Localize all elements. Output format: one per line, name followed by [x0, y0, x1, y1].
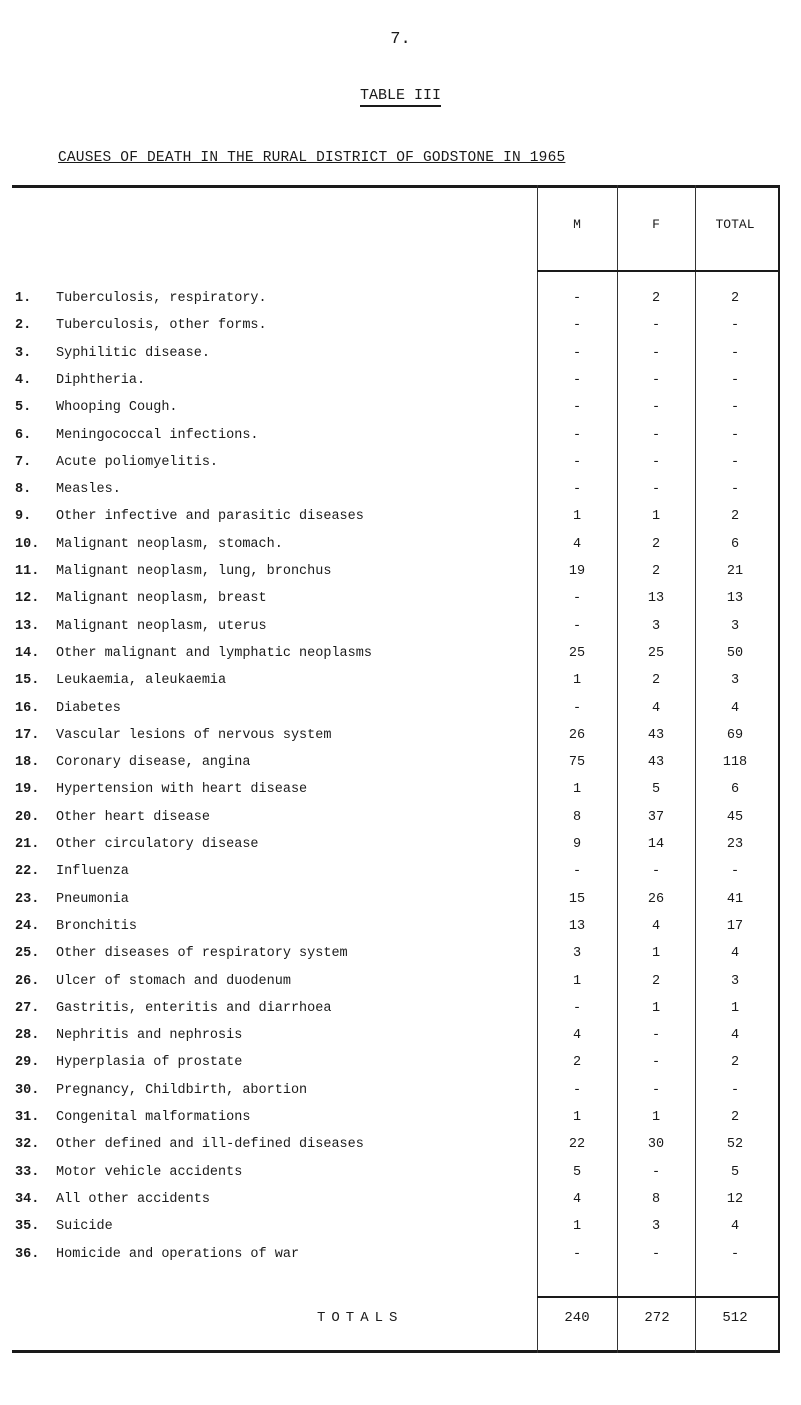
female-cell: - — [651, 455, 661, 470]
column-header-f: F — [652, 217, 660, 232]
male-cell: 2 — [572, 1055, 582, 1070]
table-row — [0, 1192, 801, 1218]
male-cell: 1 — [572, 673, 582, 688]
male-cell: - — [572, 864, 582, 879]
table-row — [0, 974, 801, 1000]
total-cell: 12 — [726, 1192, 744, 1207]
male-cell: - — [572, 428, 582, 443]
total-cell: - — [730, 428, 740, 443]
cause-cell: Vascular lesions of nervous system — [56, 728, 332, 743]
total-cell: 52 — [726, 1137, 744, 1152]
male-cell: 1 — [572, 1110, 582, 1125]
row-number: 7. — [15, 455, 32, 470]
female-cell: 3 — [651, 1219, 661, 1234]
table-row — [0, 919, 801, 945]
male-cell: 75 — [568, 755, 586, 770]
totals-f: 272 — [644, 1310, 670, 1326]
cause-cell: Diabetes — [56, 701, 121, 716]
cause-cell: Hypertension with heart disease — [56, 782, 308, 797]
row-number: 9. — [15, 509, 32, 524]
page-number: 7. — [390, 30, 411, 49]
total-cell: 4 — [730, 1028, 740, 1043]
female-cell: 2 — [651, 291, 661, 306]
cause-cell: Acute poliomyelitis. — [56, 455, 219, 470]
table-row — [0, 1165, 801, 1191]
female-cell: 4 — [651, 701, 661, 716]
row-number: 28. — [15, 1028, 40, 1043]
column-header-total: TOTAL — [715, 217, 755, 232]
table-row — [0, 1137, 801, 1163]
row-number: 4. — [15, 373, 32, 388]
total-cell: 2 — [730, 1110, 740, 1125]
table-row — [0, 400, 801, 426]
row-number: 2. — [15, 318, 32, 333]
row-number: 3. — [15, 346, 32, 361]
male-cell: - — [572, 701, 582, 716]
cause-cell: Other circulatory disease — [56, 837, 259, 852]
male-cell: - — [572, 373, 582, 388]
total-cell: 6 — [730, 537, 740, 552]
total-cell: - — [730, 373, 740, 388]
male-cell: - — [572, 1083, 582, 1098]
row-number: 30. — [15, 1083, 40, 1098]
cause-cell: Whooping Cough. — [56, 400, 178, 415]
totals-total: 512 — [722, 1310, 748, 1326]
row-number: 15. — [15, 673, 40, 688]
cause-cell: Other defined and ill-defined diseases — [56, 1137, 364, 1152]
row-number: 19. — [15, 782, 40, 797]
table-row — [0, 373, 801, 399]
male-cell: 4 — [572, 537, 582, 552]
cause-cell: Tuberculosis, other forms. — [56, 318, 267, 333]
cause-cell: Pregnancy, Childbirth, abortion — [56, 1083, 308, 1098]
table-row — [0, 728, 801, 754]
female-cell: - — [651, 318, 661, 333]
row-number: 34. — [15, 1192, 40, 1207]
total-cell: - — [730, 346, 740, 361]
totals-label: TOTALS — [317, 1310, 404, 1326]
female-cell: 1 — [651, 509, 661, 524]
male-cell: 19 — [568, 564, 586, 579]
female-cell: - — [651, 1055, 661, 1070]
female-cell: 1 — [651, 946, 661, 961]
female-cell: - — [651, 400, 661, 415]
row-number: 20. — [15, 810, 40, 825]
male-cell: 4 — [572, 1028, 582, 1043]
total-cell: - — [730, 1247, 740, 1262]
table-row — [0, 892, 801, 918]
total-cell: 45 — [726, 810, 744, 825]
male-cell: - — [572, 1001, 582, 1016]
cause-cell: Syphilitic disease. — [56, 346, 210, 361]
row-number: 6. — [15, 428, 32, 443]
female-cell: 30 — [647, 1137, 665, 1152]
row-number: 1. — [15, 291, 32, 306]
total-cell: 1 — [730, 1001, 740, 1016]
female-cell: 13 — [647, 591, 665, 606]
male-cell: 3 — [572, 946, 582, 961]
table-row — [0, 946, 801, 972]
cause-cell: Malignant neoplasm, uterus — [56, 619, 267, 634]
cause-cell: Malignant neoplasm, breast — [56, 591, 267, 606]
female-cell: - — [651, 428, 661, 443]
total-cell: - — [730, 400, 740, 415]
row-number: 18. — [15, 755, 40, 770]
male-cell: 1 — [572, 974, 582, 989]
cause-cell: Leukaemia, aleukaemia — [56, 673, 227, 688]
total-cell: - — [730, 864, 740, 879]
cause-cell: Measles. — [56, 482, 121, 497]
totals-rule — [537, 1296, 780, 1298]
female-cell: 8 — [651, 1192, 661, 1207]
female-cell: - — [651, 346, 661, 361]
row-number: 27. — [15, 1001, 40, 1016]
male-cell: 4 — [572, 1192, 582, 1207]
table-row — [0, 701, 801, 727]
row-number: 23. — [15, 892, 40, 907]
table-title: CAUSES OF DEATH IN THE RURAL DISTRICT OF GODSTONE IN 1965 — [58, 150, 566, 166]
total-cell: - — [730, 1083, 740, 1098]
total-cell: - — [730, 455, 740, 470]
total-cell: 21 — [726, 564, 744, 579]
cause-cell: Congenital malformations — [56, 1110, 251, 1125]
total-cell: 4 — [730, 1219, 740, 1234]
male-cell: 9 — [572, 837, 582, 852]
table-row — [0, 1001, 801, 1027]
cause-cell: All other accidents — [56, 1192, 210, 1207]
table-label-text: TABLE III — [360, 87, 441, 107]
row-number: 16. — [15, 701, 40, 716]
row-number: 8. — [15, 482, 32, 497]
table-row — [0, 346, 801, 372]
row-number: 24. — [15, 919, 40, 934]
male-cell: - — [572, 291, 582, 306]
female-cell: 37 — [647, 810, 665, 825]
cause-cell: Diphtheria. — [56, 373, 146, 388]
header-rule — [537, 270, 780, 272]
table-row — [0, 864, 801, 890]
table-row — [0, 455, 801, 481]
female-cell: 43 — [647, 755, 665, 770]
table-row — [0, 1028, 801, 1054]
cause-cell: Other heart disease — [56, 810, 210, 825]
cause-cell: Other malignant and lymphatic neoplasms — [56, 646, 372, 661]
cause-cell: Motor vehicle accidents — [56, 1165, 243, 1180]
table-row — [0, 591, 801, 617]
row-number: 5. — [15, 400, 32, 415]
female-cell: 25 — [647, 646, 665, 661]
male-cell: 5 — [572, 1165, 582, 1180]
table-row — [0, 1110, 801, 1136]
cause-cell: Nephritis and nephrosis — [56, 1028, 243, 1043]
cause-cell: Suicide — [56, 1219, 113, 1234]
male-cell: 22 — [568, 1137, 586, 1152]
row-number: 26. — [15, 974, 40, 989]
total-cell: 3 — [730, 974, 740, 989]
table-row — [0, 564, 801, 590]
table-row — [0, 1055, 801, 1081]
total-cell: - — [730, 318, 740, 333]
total-cell: 13 — [726, 591, 744, 606]
table-row — [0, 1247, 801, 1273]
table-row — [0, 537, 801, 563]
total-cell: 4 — [730, 701, 740, 716]
cause-cell: Influenza — [56, 864, 129, 879]
row-number: 21. — [15, 837, 40, 852]
total-cell: 6 — [730, 782, 740, 797]
cause-cell: Pneumonia — [56, 892, 129, 907]
female-cell: 2 — [651, 673, 661, 688]
table-row — [0, 782, 801, 808]
total-cell: 4 — [730, 946, 740, 961]
total-cell: 41 — [726, 892, 744, 907]
female-cell: - — [651, 1165, 661, 1180]
cause-cell: Homicide and operations of war — [56, 1247, 300, 1262]
total-cell: 17 — [726, 919, 744, 934]
female-cell: 14 — [647, 837, 665, 852]
male-cell: 25 — [568, 646, 586, 661]
cause-cell: Ulcer of stomach and duodenum — [56, 974, 291, 989]
cause-cell: Gastritis, enteritis and diarrhoea — [56, 1001, 332, 1016]
cause-cell: Hyperplasia of prostate — [56, 1055, 243, 1070]
male-cell: - — [572, 619, 582, 634]
total-cell: 3 — [730, 619, 740, 634]
female-cell: - — [651, 373, 661, 388]
table-row — [0, 673, 801, 699]
female-cell: 4 — [651, 919, 661, 934]
total-cell: 2 — [730, 291, 740, 306]
table-label — [0, 87, 801, 104]
cause-cell: Malignant neoplasm, lung, bronchus — [56, 564, 332, 579]
cause-cell: Other infective and parasitic diseases — [56, 509, 364, 524]
female-cell: 5 — [651, 782, 661, 797]
male-cell: - — [572, 346, 582, 361]
row-number: 36. — [15, 1247, 40, 1262]
total-cell: 2 — [730, 1055, 740, 1070]
table-row — [0, 291, 801, 317]
male-cell: - — [572, 1247, 582, 1262]
row-number: 32. — [15, 1137, 40, 1152]
row-number: 25. — [15, 946, 40, 961]
male-cell: - — [572, 400, 582, 415]
row-number: 22. — [15, 864, 40, 879]
male-cell: - — [572, 455, 582, 470]
total-cell: - — [730, 482, 740, 497]
female-cell: - — [651, 1247, 661, 1262]
cause-cell: Meningococcal infections. — [56, 428, 259, 443]
male-cell: 26 — [568, 728, 586, 743]
female-cell: - — [651, 1083, 661, 1098]
total-cell: 2 — [730, 509, 740, 524]
row-number: 11. — [15, 564, 40, 579]
female-cell: 1 — [651, 1001, 661, 1016]
female-cell: 2 — [651, 564, 661, 579]
female-cell: 43 — [647, 728, 665, 743]
female-cell: 2 — [651, 537, 661, 552]
cause-cell: Coronary disease, angina — [56, 755, 251, 770]
cause-cell: Tuberculosis, respiratory. — [56, 291, 267, 306]
male-cell: 8 — [572, 810, 582, 825]
table-row — [0, 509, 801, 535]
total-cell: 23 — [726, 837, 744, 852]
row-number: 33. — [15, 1165, 40, 1180]
table-row — [0, 428, 801, 454]
cause-cell: Bronchitis — [56, 919, 138, 934]
row-number: 17. — [15, 728, 40, 743]
table-row — [0, 755, 801, 781]
male-cell: - — [572, 318, 582, 333]
row-number: 10. — [15, 537, 40, 552]
cause-cell: Other diseases of respiratory system — [56, 946, 348, 961]
row-number: 35. — [15, 1219, 40, 1234]
table-row — [0, 619, 801, 645]
male-cell: - — [572, 591, 582, 606]
male-cell: 1 — [572, 782, 582, 797]
row-number: 29. — [15, 1055, 40, 1070]
female-cell: - — [651, 482, 661, 497]
totals-m: 240 — [564, 1310, 590, 1326]
total-cell: 50 — [726, 646, 744, 661]
row-number: 14. — [15, 646, 40, 661]
row-number: 12. — [15, 591, 40, 606]
table-row — [0, 837, 801, 863]
female-cell: - — [651, 864, 661, 879]
male-cell: - — [572, 482, 582, 497]
female-cell: 3 — [651, 619, 661, 634]
table-row — [0, 482, 801, 508]
male-cell: 13 — [568, 919, 586, 934]
table-row — [0, 646, 801, 672]
row-number: 31. — [15, 1110, 40, 1125]
female-cell: 2 — [651, 974, 661, 989]
row-number: 13. — [15, 619, 40, 634]
total-cell: 3 — [730, 673, 740, 688]
male-cell: 1 — [572, 509, 582, 524]
total-cell: 118 — [722, 755, 748, 770]
cause-cell: Malignant neoplasm, stomach. — [56, 537, 283, 552]
total-cell: 69 — [726, 728, 744, 743]
female-cell: 1 — [651, 1110, 661, 1125]
table-row — [0, 810, 801, 836]
table-row — [0, 1083, 801, 1109]
female-cell: - — [651, 1028, 661, 1043]
total-cell: 5 — [730, 1165, 740, 1180]
female-cell: 26 — [647, 892, 665, 907]
male-cell: 1 — [572, 1219, 582, 1234]
table-row — [0, 1219, 801, 1245]
male-cell: 15 — [568, 892, 586, 907]
column-header-m: M — [573, 217, 581, 232]
table-row — [0, 318, 801, 344]
